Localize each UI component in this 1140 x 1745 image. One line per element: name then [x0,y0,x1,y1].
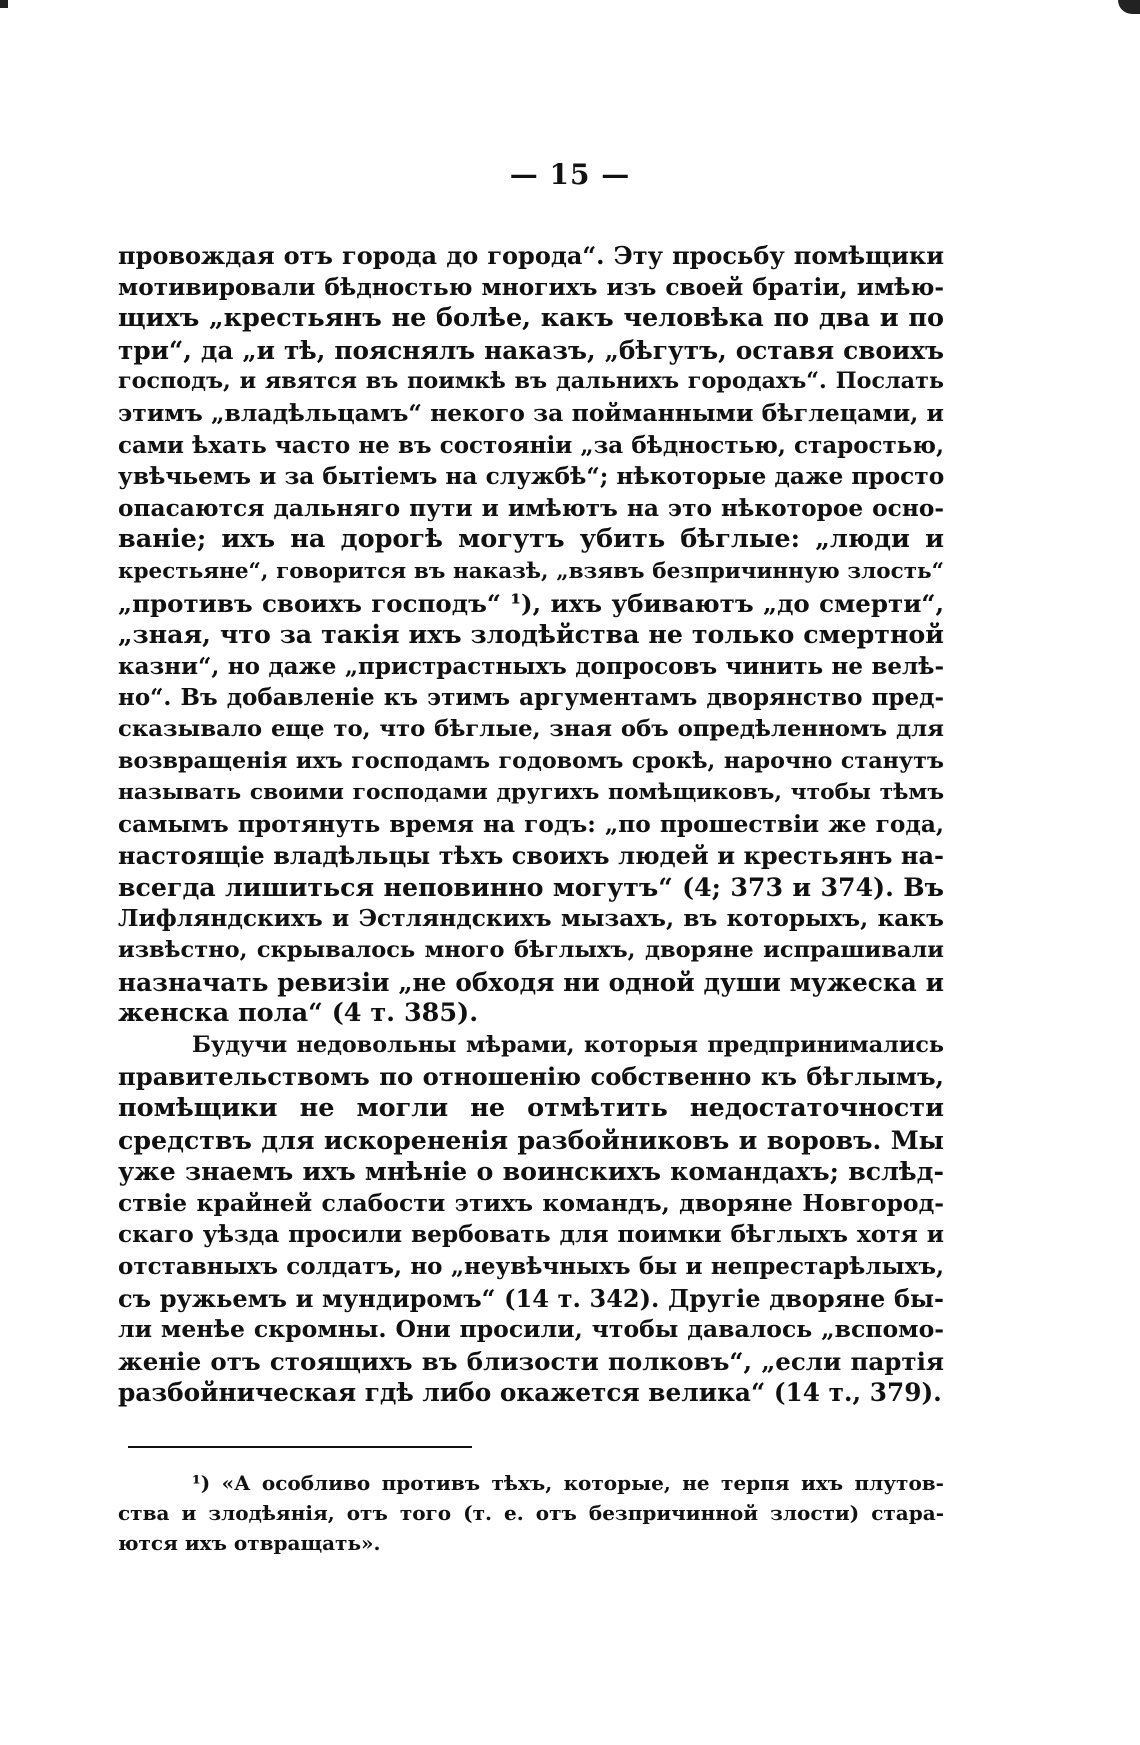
text-line: ваніе; ихъ на дорогѣ могутъ убить бѣглые: „люди и [118,524,944,555]
footnote-line: ¹) «А особливо противъ тѣхъ, которые, не терпя ихъ плутов- [192,1471,944,1495]
text-line: мотивировали бѣдностью многихъ изъ своей братіи, имѣю- [118,273,944,301]
text-line: возвращенія ихъ господамъ годовомъ срокѣ, нарочно станутъ [118,747,944,774]
scan-edge-mark [0,0,8,8]
text-line: увѣчьемъ и за бытіемъ на службѣ“; нѣкоторые даже просто [118,463,944,491]
text-line: сказывало еще то, что бѣглые, зная объ опредѣленномъ для [118,715,944,742]
text-line: назначать ревизіи „не обходя ни одной души мужеска и [118,967,944,997]
text-line: женіе отъ стоящихъ въ близости полковъ“, „если партія [118,1346,944,1376]
text-line: три“, да „и тѣ, пояснялъ наказъ, „бѣгутъ, оставя своихъ [118,335,944,365]
text-line: настоящіе владѣльцы тѣхъ своихъ людей и крестьянъ на- [118,841,944,871]
footnote-divider [128,1446,472,1448]
text-line: сами ѣхать часто не въ состояніи „за бѣдностью, старостью, [118,431,944,459]
text-line: называть своими господами другихъ помѣщиковъ, чтобы тѣмъ [118,780,944,806]
text-line: женска пола“ (4 т. 385). [118,998,479,1029]
text-line: уже знаемъ ихъ мнѣніе о воинскихъ командахъ; вслѣд- [118,1156,944,1187]
text-line: ствіе крайней слабости этихъ командъ, дворяне Новгород- [118,1188,944,1217]
text-line: опасаются дальняго пути и имѣютъ на это нѣкоторое осно- [118,494,944,522]
text-line: казни“, но даже „пристрастныхъ допросовъ чинить не велѣ- [118,652,944,680]
text-line: помѣщики не могли не отмѣтить недостаточности [118,1093,944,1124]
text-line: „противъ своихъ господъ“ ¹), ихъ убиваютъ „до смерти“, [118,588,944,618]
scan-edge-mark [1118,0,1140,14]
text-line: но“. Въ добавленіе къ этимъ аргументамъ дворянство пред- [118,684,944,712]
text-line: всегда лишиться неповинно могутъ“ (4; 373 и 374). Въ [118,871,944,902]
text-line: Будучи недовольны мѣрами, которыя предпринимались [192,1031,944,1058]
text-line: господъ, и явятся въ поимкѣ въ дальнихъ городахъ“. Послать [118,368,944,395]
text-line: этимъ „владѣльцамъ“ некого за пойманными бѣглецами, и [118,398,944,427]
main-text [118,240,944,1409]
text-line: отставныхъ солдатъ, но „неувѣчныхъ бы и непрестарѣлыхъ, [118,1253,944,1280]
footnote [118,1468,944,1558]
text-line: щихъ „крестьянъ не болѣе, какъ человѣка по два и по [118,303,944,334]
text-line: средствъ для искорененія разбойниковъ и воровъ. Мы [118,1124,944,1155]
text-line: извѣстно, скрывалось много бѣглыхъ, дворяне испрашивали [118,937,944,964]
text-line: скаго уѣзда просили вербовать для поимки бѣглыхъ хотя и [118,1221,944,1249]
text-line: правительствомъ по отношенію собственно къ бѣглымъ, [118,1062,944,1092]
text-line: „зная, что за такія ихъ злодѣйства не только смертной [118,619,944,650]
text-line: ли менѣе скромны. Они просили, чтобы давалось „вспомо- [118,1315,944,1344]
text-line: самымъ протянуть время на годъ: „по прошествіи же года, [118,810,944,838]
text-line: провождая отъ города до города“. Эту просьбу помѣщики [118,241,944,270]
text-line: съ ружьемъ и мундиромъ“ (14 т. 342). Другіе дворяне бы- [118,1283,944,1313]
text-line: Лифляндскихъ и Эстляндскихъ мызахъ, въ которыхъ, какъ [118,905,944,933]
page-number: — 15 — [509,158,631,191]
footnote-line: ства и злодѣянія, отъ того (т. е. отъ безпричинной злости) стара- [118,1501,944,1525]
text-line: крестьяне“, говорится въ наказѣ, „взявъ безпричинную злость“ [118,558,944,584]
footnote-line: ются ихъ отвращать». [118,1531,381,1555]
text-line: разбойническая гдѣ либо окажется велика“ (14 т., 379). [118,1378,942,1408]
